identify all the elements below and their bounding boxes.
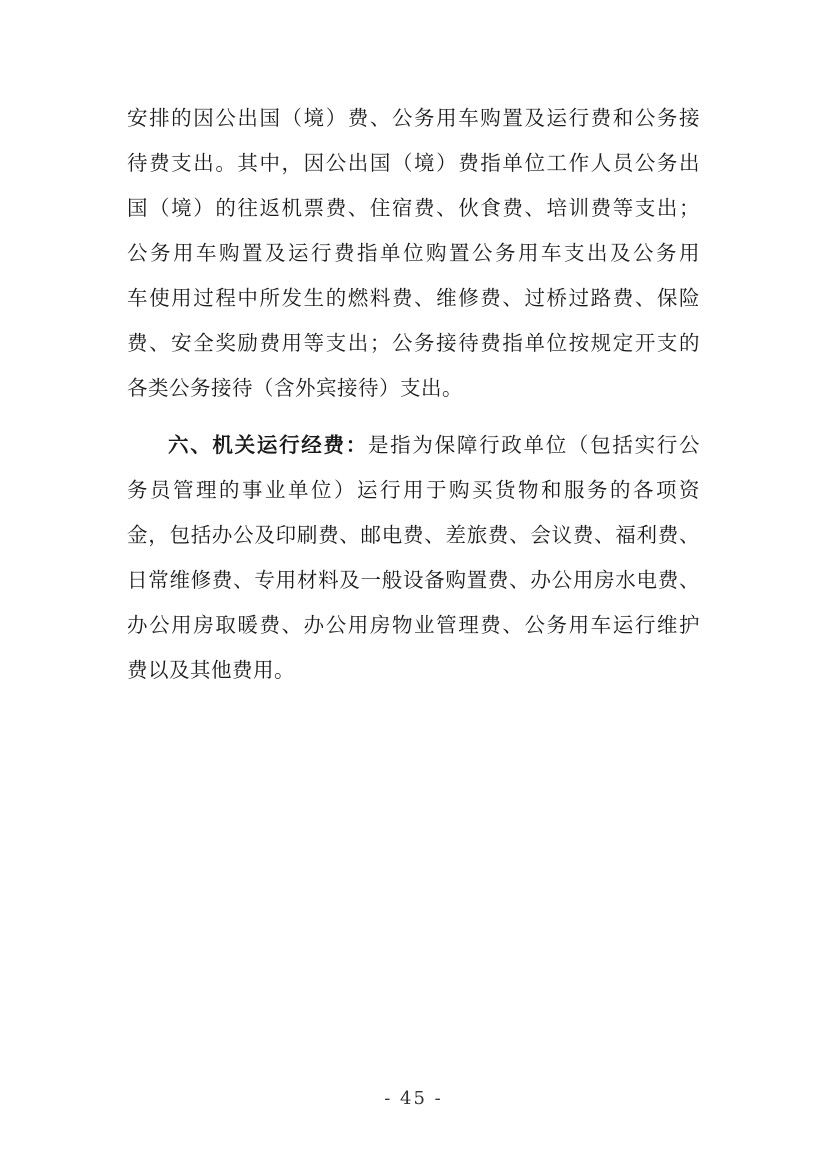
text-line: 公务用车购置及运行费指单位购置公务用车支出及公务用 <box>127 241 700 265</box>
paragraph-operating-expenses <box>127 423 700 693</box>
text-line: 金，包括办公及印刷费、邮电费、差旅费、会议费、福利费、 <box>127 523 700 547</box>
text-line: 日常维修费、专用材料及一般设备购置费、办公用房水电费、 <box>127 568 700 592</box>
page-number: - 45 - <box>384 1088 443 1109</box>
text-line: 费、安全奖励费用等支出；公务接待费指单位按规定开支的 <box>127 331 700 355</box>
text-line-rest: 是指为保障行政单位（包括实行公 <box>367 433 701 457</box>
text-line: 国（境）的往返机票费、住宿费、伙食费、培训费等支出； <box>127 196 700 220</box>
text-line: 车使用过程中所发生的燃料费、维修费、过桥过路费、保险 <box>127 286 700 310</box>
text-line-first <box>127 423 700 468</box>
section-heading: 六、机关运行经费： <box>168 433 368 457</box>
text-line: 安排的因公出国（境）费、公务用车购置及运行费和公务接 <box>127 106 700 130</box>
text-line: 费以及其他费用。 <box>127 658 295 682</box>
text-line: 办公用房取暖费、办公用房物业管理费、公务用车运行维护 <box>127 613 700 637</box>
text-line: 务员管理的事业单位）运行用于购买货物和服务的各项资 <box>127 478 700 502</box>
text-line: 各类公务接待（含外宾接待）支出。 <box>127 376 463 400</box>
paragraph-public-expenses <box>127 96 700 411</box>
text-line: 待费支出。其中，因公出国（境）费指单位工作人员公务出 <box>127 151 700 175</box>
